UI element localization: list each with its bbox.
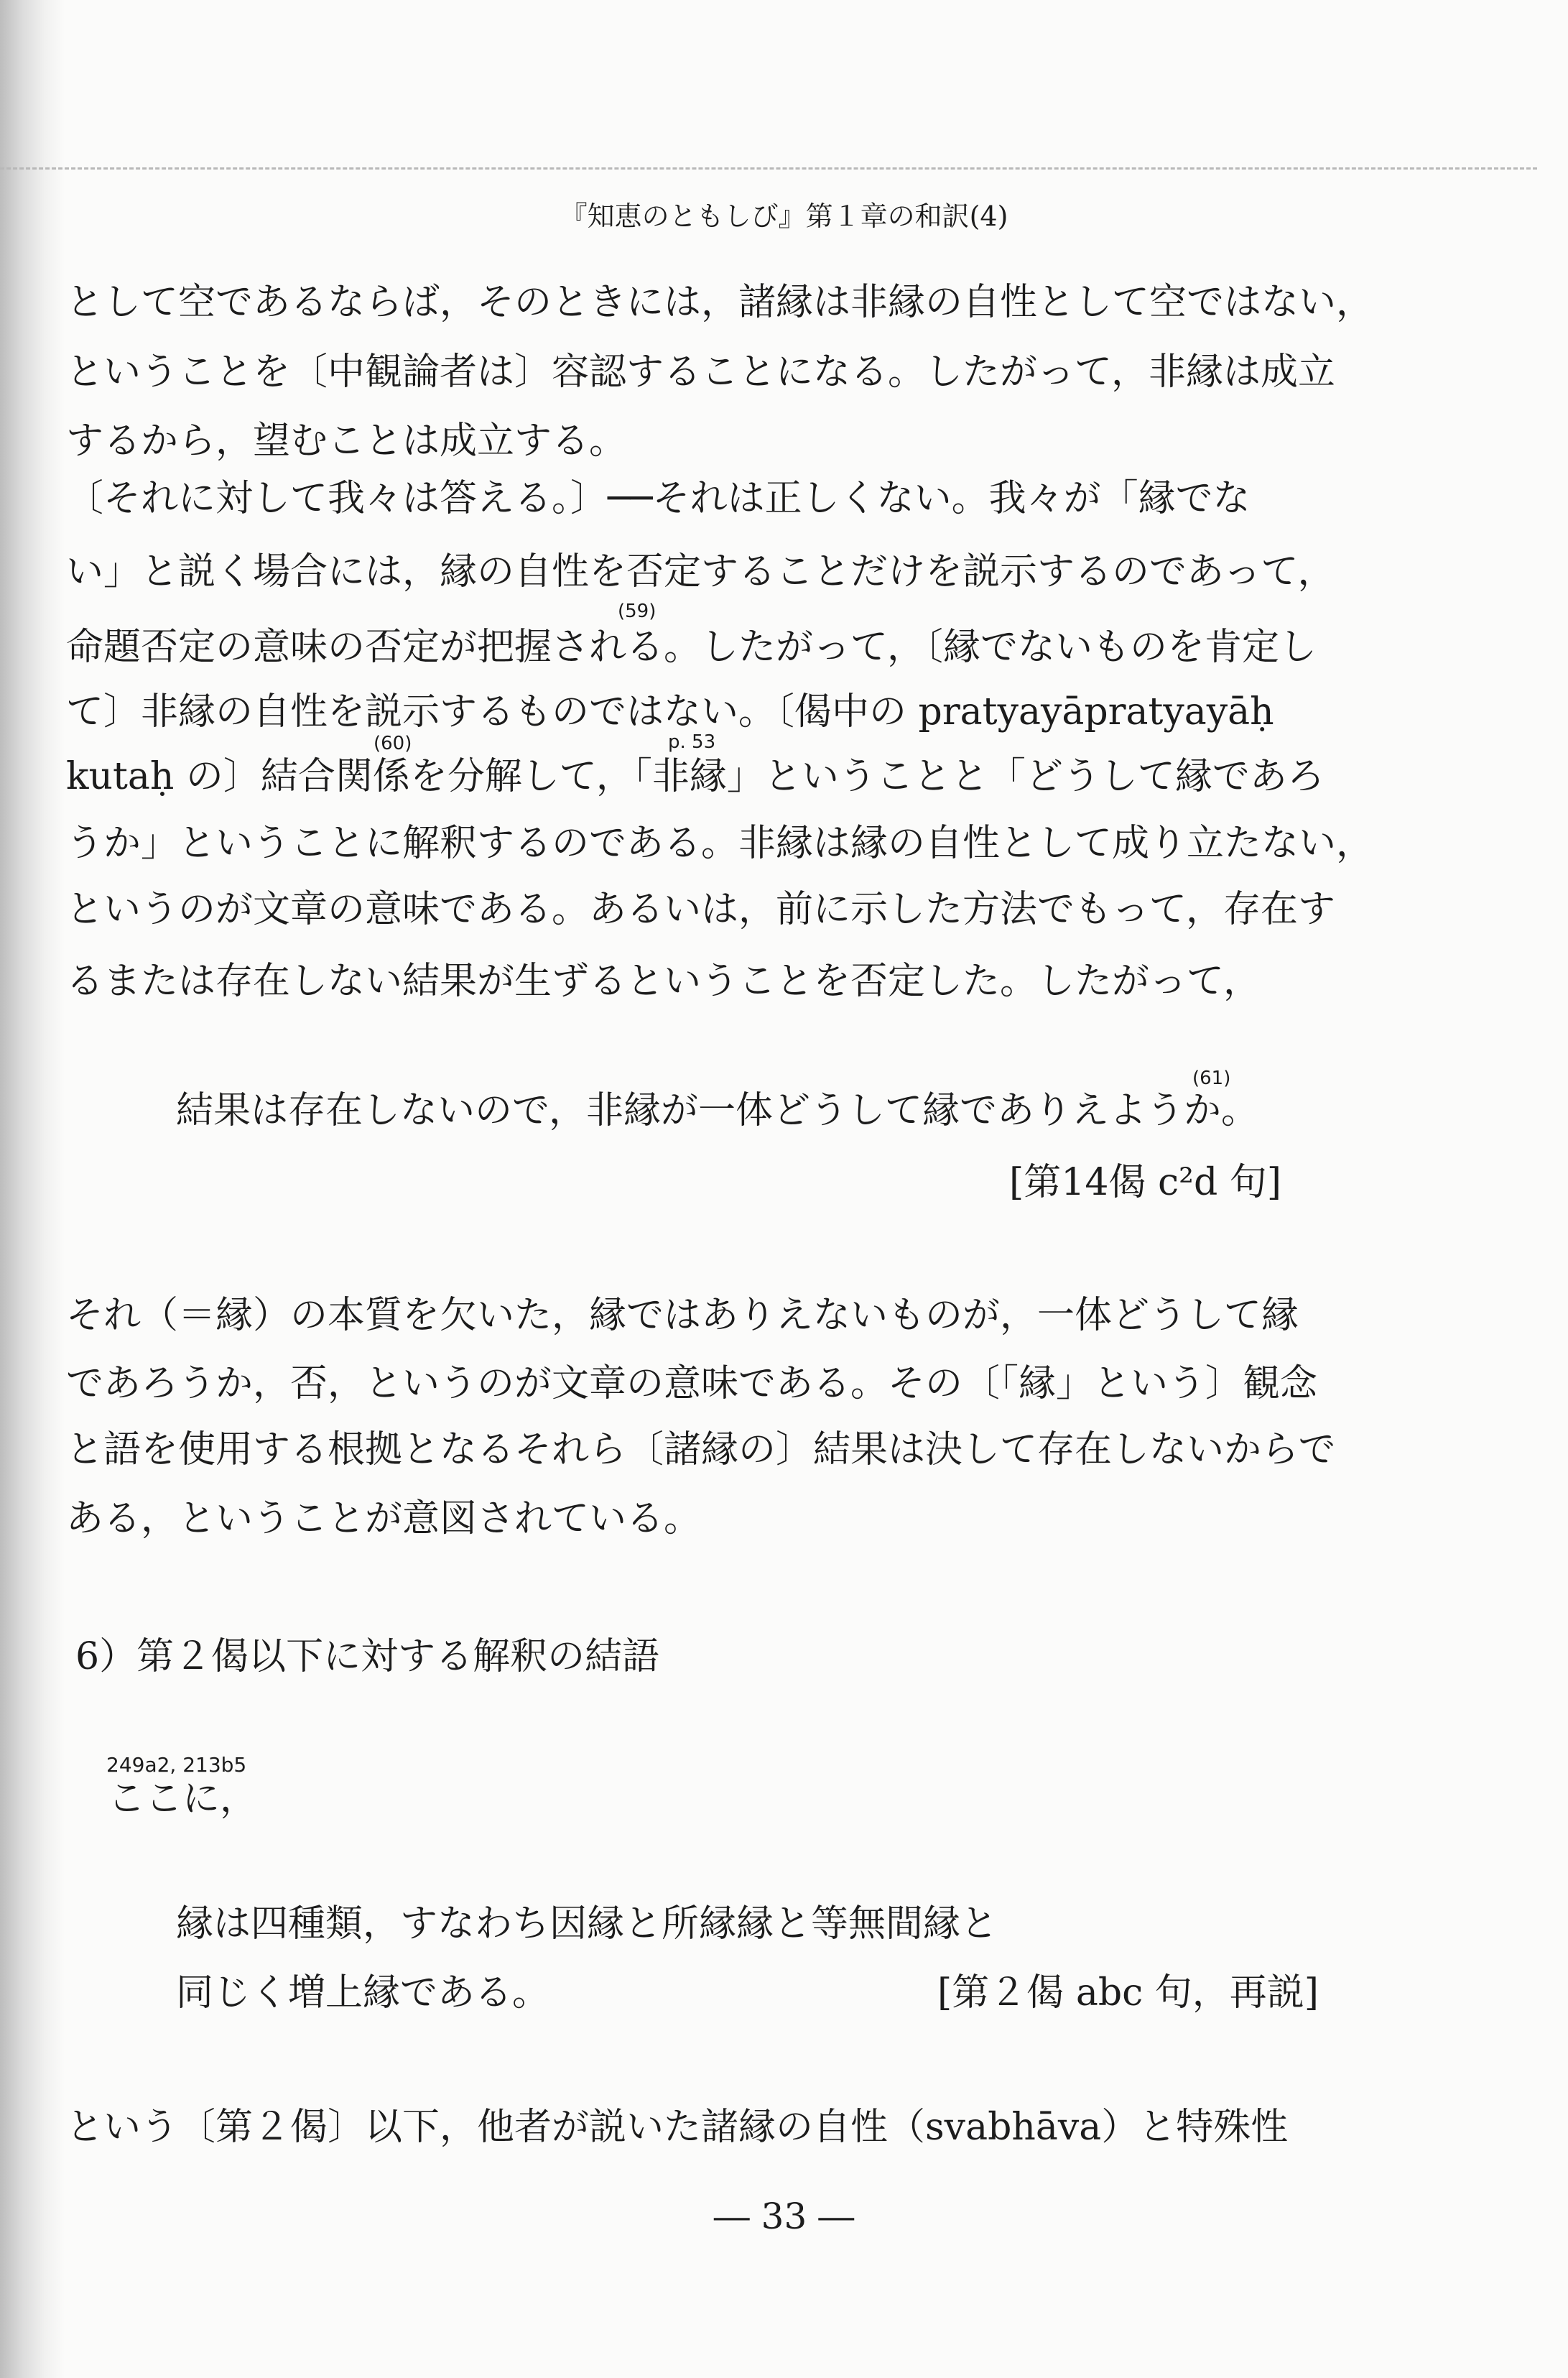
text-line: と語を使用する根拠となるそれら〔諸縁の〕結果は決して存在しないからで (66, 1428, 1336, 1471)
text-line: というのが文章の意味である。あるいは，前に示した方法でもって，存在す (66, 888, 1335, 931)
verse-citation: [第２偈 abc 句，再説] (937, 1971, 1319, 2014)
section-heading: 6）第２偈以下に対する解釈の結語 (75, 1635, 660, 1678)
text-line: それ（＝縁）の本質を欠いた，縁ではありえないものが，一体どうして縁 (66, 1294, 1299, 1337)
text-line: 〔それに対して我々は答える。〕──それは正しくない。我々が「縁でな (66, 477, 1251, 520)
text-line: ある，ということが意図されている。 (66, 1497, 702, 1540)
page-number: ― 33 ― (713, 2196, 855, 2237)
text-line: kutaḥ の〕結合関係を分解して，「非縁」ということと「どうして縁であろ (66, 755, 1325, 798)
text-line: て〕非縁の自性を説示するものではない。〔偈中の pratyayāpratyayāḥ (66, 690, 1274, 734)
text-line: ここに， (108, 1777, 258, 1820)
text-line: うか」ということに解釈するのである。非縁は縁の自性として成り立たない， (66, 822, 1374, 865)
page-marker: p. 53 (668, 731, 716, 753)
text-line: い」と説く場合には，縁の自性を否定することだけを説示するのであって， (66, 550, 1335, 593)
verse-line: 結果は存在しないので，非縁が一体どうして縁でありえようか。 (176, 1089, 1258, 1132)
folio-reference: 249a2, 213b5 (106, 1753, 247, 1777)
verse-citation: [第14偈 c²d 句] (1009, 1161, 1282, 1204)
text-line: 命題否定の意味の否定が把握される。したがって，〔縁でないものを肯定し (66, 626, 1317, 669)
text-line: るまたは存在しない結果が生ずるということを否定した。したがって， (66, 960, 1261, 1003)
text-line: であろうか，否，というのが文章の意味である。その〔「縁」という〕観念 (66, 1362, 1318, 1405)
running-header: 『知恵のともしび』第１章の和訳(4) (560, 200, 1008, 232)
header-rule (0, 167, 1537, 170)
text-line: するから，望むことは成立する。 (66, 420, 627, 463)
text-line: として空であるならば，そのときには，諸縁は非縁の自性として空ではない， (66, 281, 1374, 324)
verse-line: 同じく増上縁である。 (176, 1971, 550, 2014)
note-marker: (60) (374, 733, 412, 754)
text-line: という〔第２偈〕以下，他者が説いた諸縁の自性（svabhāva）と特殊性 (66, 2106, 1289, 2149)
verse-line: 縁は四種類，すなわち因縁と所縁縁と等無間縁と (176, 1902, 998, 1946)
text-line: ということを〔中観論者は〕容認することになる。したがって，非縁は成立 (66, 351, 1335, 394)
note-marker: (59) (618, 601, 657, 622)
scan-shadow (0, 0, 65, 2378)
note-marker: (61) (1192, 1068, 1231, 1089)
